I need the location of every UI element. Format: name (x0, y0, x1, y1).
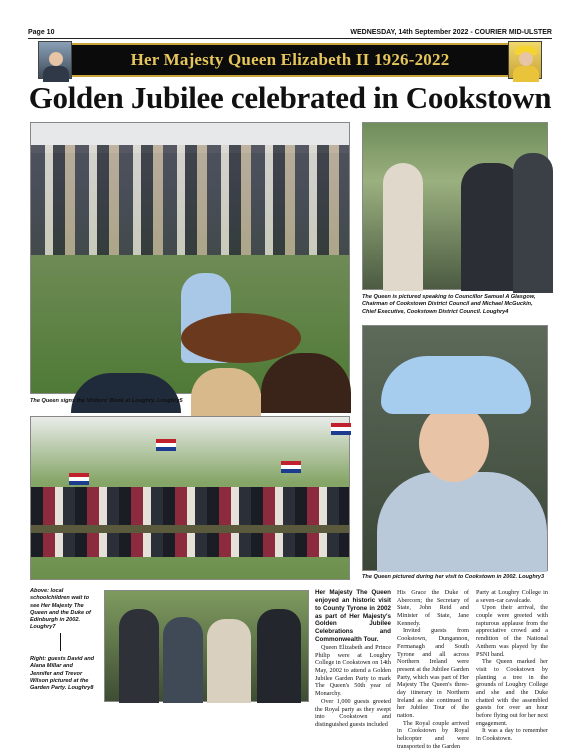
photo-councillor (362, 122, 548, 290)
story-paragraph: His Grace the Duke of Abercorn; the Secretary of State, John Reid and Minister of State, Jane Kennedy. (397, 589, 469, 627)
page-headline: Golden Jubilee celebrated in Cookstown (28, 80, 552, 115)
story-column-2 (397, 589, 469, 750)
dateline: WEDNESDAY, 14th September 2022 - COURIER MID-ULSTER (350, 28, 552, 36)
story-column-1 (315, 589, 391, 729)
section-banner (38, 43, 542, 77)
caption-divider (60, 633, 61, 651)
photo-queen-close-up (362, 325, 548, 571)
banner-photo-left (38, 41, 72, 79)
caption-schoolchildren: Above: local schoolchildren wait to see Her Majesty The Queen and the Duke of Edinburgh in 2002. Loughry7 (30, 588, 91, 631)
masthead-rule (28, 38, 552, 39)
photo-guests (104, 590, 309, 702)
banner-photo-right (508, 41, 542, 79)
story-lead: Her Majesty The Queen enjoyed an historic visit to County Tyrone in 2002 as part of Her Majesty's Golden Jubilee Celebrations and Commonwealth Tour. (315, 589, 391, 644)
banner-title: Her Majesty Queen Elizabeth II 1926-2022 (130, 50, 450, 69)
caption-close-up: The Queen pictured during her visit to Cookstown in 2002. Loughry3 (362, 574, 545, 580)
story-paragraph: Party at Loughry College in a seven-car cavalcade. (476, 589, 548, 604)
photo-schoolchildren (30, 416, 350, 580)
page-number: Page 10 (28, 28, 55, 36)
story-column-3 (476, 589, 548, 743)
story-paragraph: Over 1,000 guests greeted the Royal party as they swept into Cookstown and distinguished guests included (315, 697, 391, 728)
caption-guests: Right: guests David and Alana Millar and Jennifer and Trevor Wilson pictured at the Garden Party. Loughry8 (30, 656, 95, 692)
story-paragraph: The Royal couple arrived in Cookstown by Royal helicopter and were transported to the Garden (397, 719, 469, 750)
caption-councillor: The Queen is pictured speaking to Councillor Samuel A Glasgow, Chairman of Cookstown District Council and Michael McGuckin, Chief Executive, Cookstown District Council. Loughry4 (362, 294, 536, 315)
story-paragraph: The Queen marked her visit to Cookstown by planting a tree in the grounds of Loughry College and she and the Duke chatted with the assembled guests for over an hour before flying out for her next engagement. (476, 658, 548, 727)
photo-visitors-book (30, 122, 350, 394)
masthead (28, 26, 552, 38)
story-paragraph: Invited guests from Cookstown, Dungannon, Fermanagh and South Tyrone and all across Northern Ireland were present at the Jubilee Garden Party, which was part of Her Majesty The Queen's three-day itinerary in Northern Ireland as she continued in her Jubilee Tour of the nation. (397, 627, 469, 719)
caption-visitors-book: The Queen signs the Visitors' Book at Loughry. Loughry5 (30, 398, 183, 404)
story-paragraph: It was a day to remember in Cookstown. (476, 727, 548, 743)
story-paragraph: Queen Elizabeth and Prince Philip were at Loughry College in Cookstown on 14th May, 2002 to attend a Golden Jubilee Garden Party to mark The Queen's 50th year of Monarchy. (315, 644, 391, 698)
story-paragraph: Upon their arrival, the couple were greeted with rapturous applause from the appreciative crowd and a rendition of the National Anthem was played by the PSNI band. (476, 604, 548, 658)
